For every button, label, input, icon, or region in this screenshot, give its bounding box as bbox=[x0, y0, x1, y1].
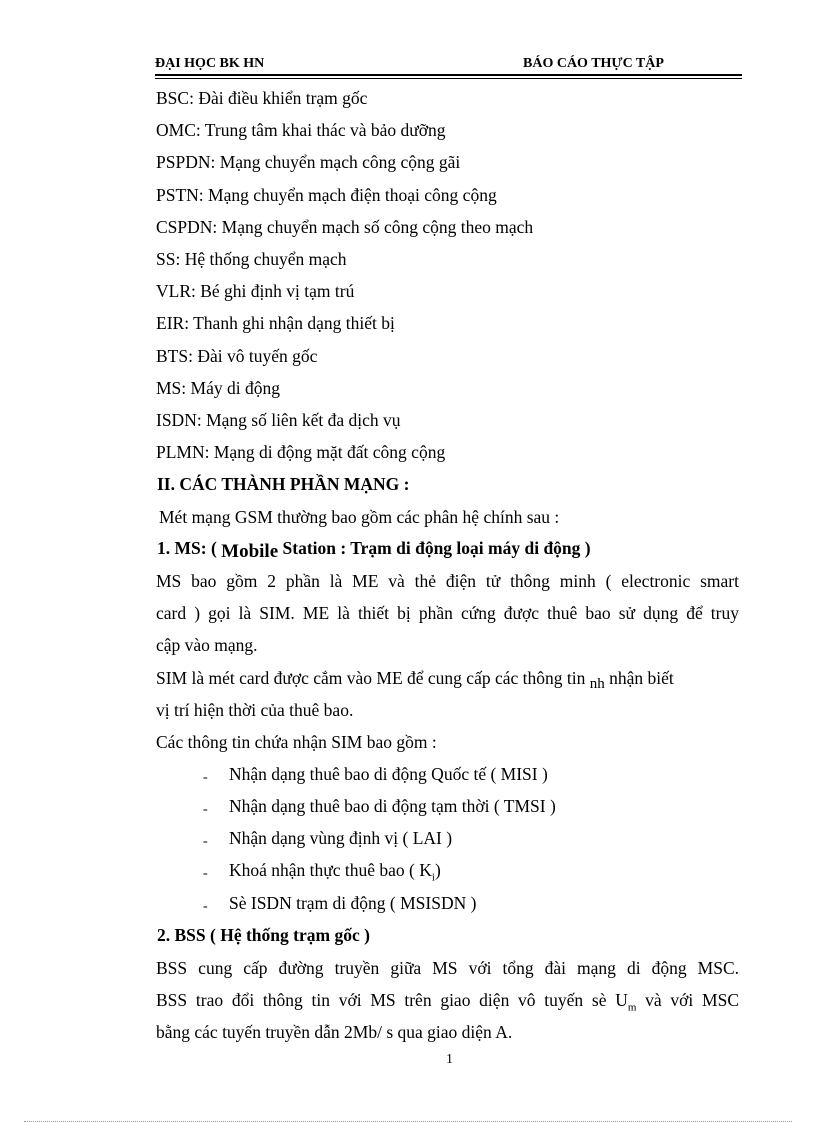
bullet-lai: Nhận dạng vùng định vị ( LAI ) bbox=[229, 828, 453, 848]
ms-paragraph-1-line-1: MS bao gồm 2 phần là ME và thẻ điện tử thông minh ( electronic smart bbox=[156, 571, 739, 591]
bss-heading bbox=[157, 925, 370, 946]
abbr-cspdn: CSPDN: Mạng chuyển mạch số công cộng theo mạch bbox=[156, 217, 534, 237]
bullet-ki bbox=[229, 860, 441, 884]
abbr-pstn: PSTN: Mạng chuyển mạch điện thoại công cộng bbox=[156, 185, 497, 205]
ms-p2-nh: nh bbox=[589, 676, 605, 692]
header-left: ĐẠI HỌC BK HN bbox=[155, 56, 265, 71]
abbr-vlr: VLR: Bé ghi định vị tạm trú bbox=[156, 281, 355, 301]
ms-p2-text-c: nhận biết bbox=[604, 668, 674, 688]
bss-line-2-b: và với MSC bbox=[636, 990, 740, 1010]
bss-heading-suffix: ) bbox=[359, 925, 370, 945]
ms-heading-rest: Station : Trạm di động loại máy di động bbox=[278, 538, 581, 558]
ms-paragraph-2-line-1 bbox=[156, 668, 739, 692]
bullet-msisdn: Sè ISDN trạm di động ( MSISDN ) bbox=[229, 893, 477, 913]
bss-heading-bold: Hệ thống trạm gốc bbox=[220, 925, 360, 945]
bullet-mark: - bbox=[203, 866, 208, 881]
ms-paragraph-3: Các thông tin chứa nhận SIM bao gồm : bbox=[156, 732, 437, 752]
bss-line-2-sub: m bbox=[627, 1001, 637, 1014]
header-rule-thin bbox=[155, 78, 742, 79]
bullet-misi: Nhận dạng thuê bao di động Quốc tế ( MISI ) bbox=[229, 764, 548, 784]
bullet-mark: - bbox=[203, 834, 208, 849]
abbr-omc: OMC: Trung tâm khai thác và bảo dưỡng bbox=[156, 120, 446, 140]
abbr-pspdn: PSPDN: Mạng chuyển mạch công cộng gãi bbox=[156, 152, 461, 172]
ms-heading-mobile: Mobile bbox=[221, 541, 279, 562]
bss-line-2-a: BSS trao đổi thông tin với MS trên giao diện vô tuyến sè U bbox=[156, 990, 628, 1010]
ms-heading-suffix: ) bbox=[580, 538, 591, 558]
bullet-mark: - bbox=[203, 899, 208, 914]
page-number: 1 bbox=[446, 1052, 453, 1067]
bullet-ki-end: ) bbox=[434, 860, 441, 880]
abbr-ss: SS: Hệ thống chuyển mạch bbox=[156, 249, 347, 269]
section-2-heading: II. CÁC THÀNH PHẦN MẠNG : bbox=[157, 474, 410, 494]
bullet-tmsi: Nhận dạng thuê bao di động tạm thời ( TMSI ) bbox=[229, 796, 556, 816]
page-bottom-divider bbox=[24, 1121, 792, 1122]
bss-heading-prefix: 2. BSS ( bbox=[157, 925, 221, 945]
abbr-ms: MS: Máy di động bbox=[156, 378, 280, 398]
abbr-bts: BTS: Đài vô tuyến gốc bbox=[156, 346, 318, 366]
bullet-ki-sub: i bbox=[431, 871, 435, 884]
bss-line-2 bbox=[156, 990, 739, 1014]
bss-line-3: bằng các tuyến truyền dẫn 2Mb/ s qua giao diện A. bbox=[156, 1022, 513, 1042]
abbr-isdn: ISDN: Mạng số liên kết đa dịch vụ bbox=[156, 410, 401, 430]
ms-paragraph-1-line-3: cập vào mạng. bbox=[156, 635, 258, 655]
ms-paragraph-2-line-2: vị trí hiện thời của thuê bao. bbox=[156, 700, 354, 720]
abbr-bsc: BSC: Đài điều khiển trạm gốc bbox=[156, 88, 368, 108]
header-right: BÁO CÁO THỰC TẬP bbox=[523, 56, 664, 71]
abbr-plmn: PLMN: Mạng di động mặt đất công cộng bbox=[156, 442, 446, 462]
section-2-intro: Mét mạng GSM thường bao gồm các phân hệ chính sau : bbox=[159, 507, 560, 527]
ms-p2-text-a: SIM là mét card được cắm vào ME để cung cấp các thông tin bbox=[156, 668, 590, 688]
bullet-mark: - bbox=[203, 770, 208, 785]
ms-heading-prefix: 1. MS: ( bbox=[157, 538, 222, 558]
bullet-ki-text: Khoá nhận thực thuê bao ( K bbox=[229, 860, 432, 880]
bss-line-1: BSS cung cấp đường truyền giữa MS với tổng đài mạng di động MSC. bbox=[156, 958, 739, 978]
ms-heading bbox=[157, 538, 591, 560]
ms-paragraph-1-line-2: card ) gọi là SIM. ME là thiết bị phần cứng được thuê bao sử dụng để truy bbox=[156, 603, 739, 623]
header-rule-thick bbox=[155, 74, 742, 76]
abbr-eir: EIR: Thanh ghi nhận dạng thiết bị bbox=[156, 313, 395, 333]
bullet-mark: - bbox=[203, 802, 208, 817]
